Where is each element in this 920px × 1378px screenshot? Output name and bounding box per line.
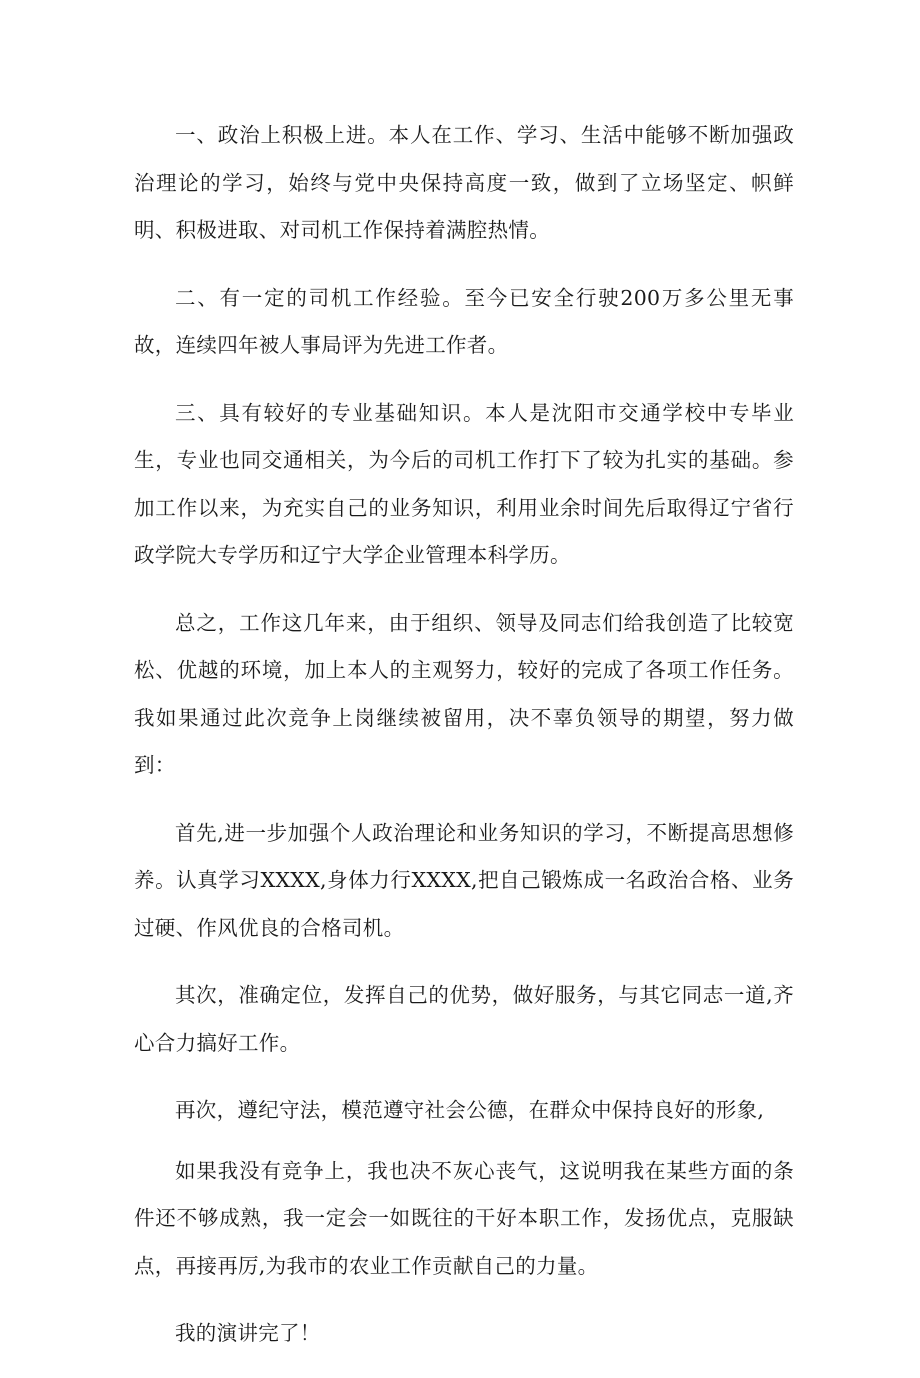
paragraph-experience: 二、有一定的司机工作经验。至今已安全行驶200万多公里无事故，连续四年被人事局评为先进工作者。 — [134, 285, 794, 357]
document-body — [134, 112, 794, 1378]
paragraph-third: 再次，遵纪守法，模范遵守社会公德，在群众中保持良好的形象, — [175, 1098, 765, 1122]
paragraph-knowledge: 三、具有较好的专业基础知识。本人是沈阳市交通学校中专毕业生，专业也同交通相关，为今后的司机工作打下了较为扎实的基础。参加工作以来，为充实自己的业务知识，利用业余时间先后取得辽宁省行政学院大专学历和辽宁大学企业管理本科学历。 — [134, 400, 794, 567]
paragraph-summary: 总之，工作这几年来，由于组织、领导及同志们给我创造了比较宽松、优越的环境，加上本人的主观努力，较好的完成了各项工作任务。我如果通过此次竞争上岗继续被留用，决不辜负领导的期望，努力做到： — [134, 610, 794, 777]
paragraph-first: 首先,进一步加强个人政治理论和业务知识的学习，不断提高思想修养。认真学习XXXX,身体力行XXXX,把自己锻炼成一名政治合格、业务过硬、作风优良的合格司机。 — [134, 820, 794, 940]
paragraph-political: 一、政治上积极上进。本人在工作、学习、生活中能够不断加强政治理论的学习，始终与党中央保持高度一致，做到了立场坚定、帜鲜明、积极进取、对司机工作保持着满腔热情。 — [134, 123, 794, 242]
paragraph-closing: 我的演讲完了！ — [175, 1321, 321, 1345]
paragraph-second: 其次，准确定位，发挥自己的优势，做好服务，与其它同志一道,齐心合力搞好工作。 — [134, 983, 794, 1055]
paragraph-if-not-selected: 如果我没有竞争上，我也决不灰心丧气，这说明我在某些方面的条件还不够成熟，我一定会一如既往的干好本职工作，发扬优点，克服缺点，再接再厉,为我市的农业工作贡献自己的力量。 — [134, 1158, 794, 1278]
